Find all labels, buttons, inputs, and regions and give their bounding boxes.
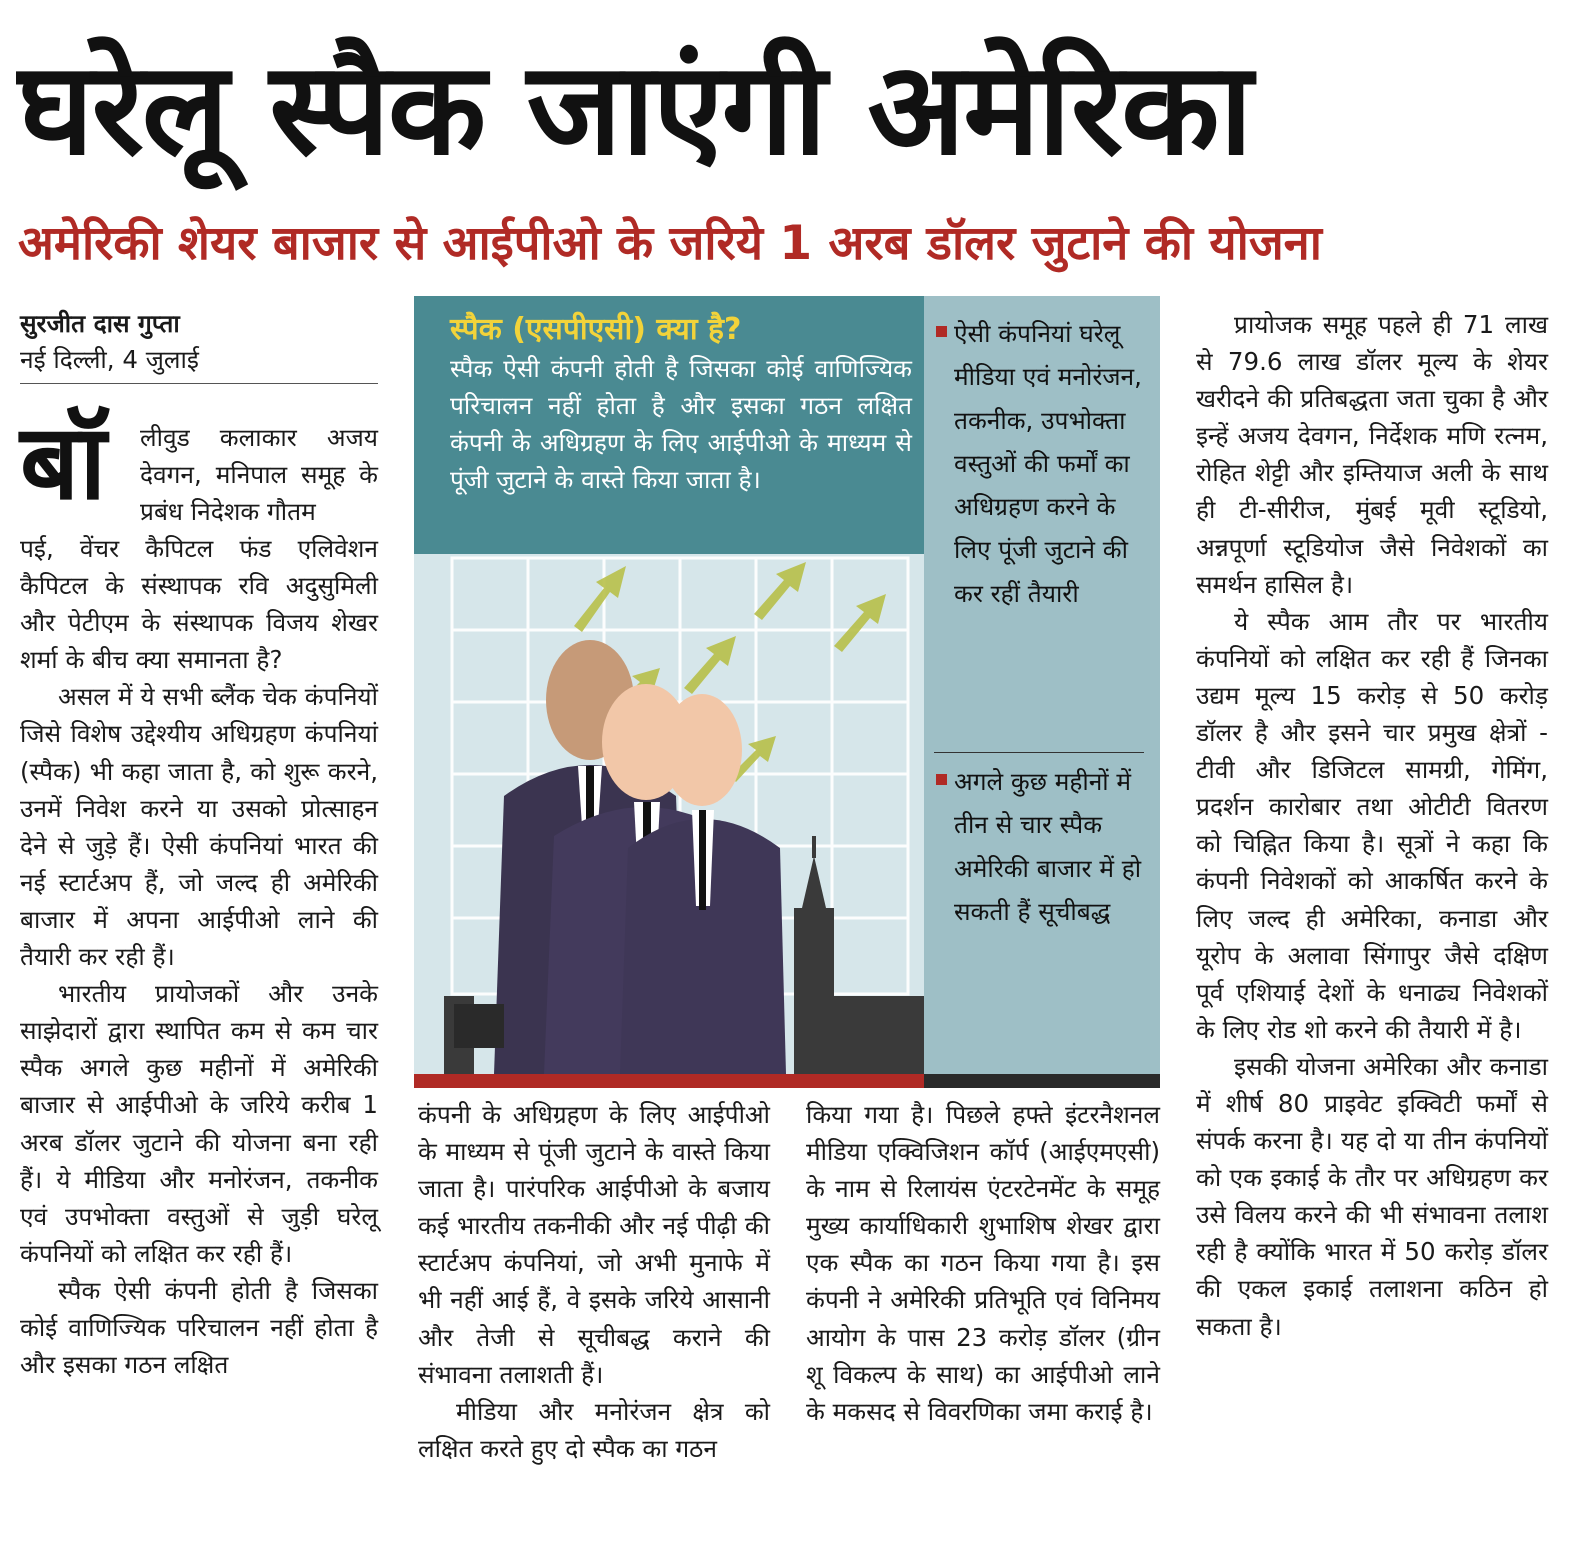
bullet-square-icon (936, 774, 947, 785)
article-column-4 (1196, 306, 1548, 1345)
highlight-bullet-2 (936, 760, 1150, 933)
article-paragraph: ये स्पैक आम तौर पर भारतीय कंपनियों को लक्षित कर रही हैं जिनका उद्यम मूल्य 15 करोड़ से 50 करोड़ डॉलर है और इसने चार प्रमुख क्षेत्रों - टीवी और डिजिटल सामग्री, गेमिंग, प्रदर्शन कारोबार तथा ओटीटी वितरण को चिह्नित किया है। सूत्रों ने कहा कि कंपनी निवेशकों को आकर्षित करने के लिए जल्द ही अमेरिका, कनाडा और यूरोप के अलावा सिंगापुर जैसे दक्षिण पूर्व एशियाई देशों के धनाढ्य निवेशकों के लिए रोड शो करने की तैयारी में है। (1196, 606, 1548, 1044)
article-column-2 (418, 1096, 770, 1467)
article-paragraph: कंपनी के अधिग्रहण के लिए आईपीओ के माध्यम से पूंजी जुटाने के वास्ते किया जाता है। पारंपरिक आईपीओ के बजाय कई भारतीय तकनीकी और नई पीढ़ी की स्टार्टअप कंपनियां, जो अभी मुनाफे में भी नहीं आई हैं, वे इसके जरिये आसानी और तेजी से सूचीबद्ध कराने की संभावना तलाशती हैं। (418, 1100, 770, 1389)
article-paragraph: भारतीय प्रायोजकों और उनके साझेदारों द्वारा स्थापित कम से कम चार स्पैक अगले कुछ महीनों में अमेरिकी बाजार से आईपीओ के जरिये करीब 1 अरब डॉलर जुटाने की योजना बना रही हैं। ये मीडिया और मनोरंजन, तकनीक एवं उपभोक्ता वस्तुओं से जुड़ी घरेलू कंपनियों को लक्षित कर रही हैं। (20, 979, 378, 1268)
side-panel-divider (934, 752, 1144, 753)
bullet-square-icon (936, 326, 947, 337)
byline-author: सुरजीत दास गुप्ता (20, 309, 180, 338)
infographic-red-bar (414, 1074, 924, 1088)
byline-divider (20, 383, 378, 384)
spac-definition-body: स्पैक ऐसी कंपनी होती है जिसका कोई वाणिज्यिक परिचालन नहीं होता है और इसका गठन लक्षित कंपनी के अधिग्रहण के लिए आईपीओ के माध्यम से पूंजी जुटाने के वास्ते किया जाता है। (450, 354, 912, 494)
article-column-3 (806, 1096, 1160, 1430)
highlight-bullet-text: ऐसी कंपनियां घरेलू मीडिया एवं मनोरंजन, तकनीक, उपभोक्ता वस्तुओं की फर्मों का अधिग्रहण करने के लिए पूंजी जुटाने की कर रहीं तैयारी (954, 319, 1142, 608)
spac-definition-box (414, 296, 924, 554)
drop-cap: बॉ (20, 401, 107, 523)
byline-dateline: नई दिल्ली, 4 जुलाई (20, 345, 199, 374)
article-paragraph: प्रायोजक समूह पहले ही 71 लाख से 79.6 लाख डॉलर मूल्य के शेयर खरीदने की प्रतिबद्धता जता चुका है और इन्हें अजय देवगन, निर्देशक मणि रत्नम, रोहित शेट्टी और इम्तियाज अली के साथ ही टी-सीरीज, मुंबई मूवी स्टूडियो, अन्नपूर्णा स्टूडियोज जैसे निवेशकों का समर्थन हासिल है। (1196, 310, 1548, 599)
lead-paragraph: लीवुड कलाकार अजय देवगन, मनिपाल समूह के प्रबंध निदेशक गौतम (140, 423, 378, 527)
article-paragraph: स्पैक ऐसी कंपनी होती है जिसका कोई वाणिज्यिक परिचालन नहीं होता है और इसका गठन लक्षित (20, 1275, 378, 1380)
highlight-bullet-1 (936, 312, 1150, 615)
article-column-1 (20, 530, 378, 1383)
headline: घरेलू स्पैक जाएंगी अमेरिका (18, 35, 1251, 184)
byline (20, 306, 378, 378)
article-paragraph: पई, वेंचर कैपिटल फंड एलिवेशन कैपिटल के संस्थापक रवि अदुसुमिली और पेटीएम के संस्थापक विजय शेखर शर्मा के बीच क्या समानता है? (20, 534, 378, 675)
spac-definition-title: स्पैक (एसपीएसी) क्या है? (450, 312, 742, 347)
article-paragraph: असल में ये सभी ब्लैंक चेक कंपनियों जिसे विशेष उद्देश्यीय अधिग्रहण कंपनियां (स्पैक) भी कहा जाता है, को शुरू करने, उनमें निवेश करने या उसको प्रोत्साहन देने से जुड़े हैं। ऐसी कंपनियां भारत की नई स्टार्टअप हैं, जो जल्द ही अमेरिकी बाजार में अपना आईपीओ लाने की तैयारी कर रही हैं। (20, 682, 378, 972)
article-paragraph: मीडिया और मनोरंजन क्षेत्र को लक्षित करते हुए दो स्पैक का गठन (418, 1396, 770, 1463)
highlight-bullet-text: अगले कुछ महीनों में तीन से चार स्पैक अमेरिकी बाजार में हो सकती हैं सूचीबद्ध (954, 767, 1142, 926)
article-paragraph: इसकी योजना अमेरिका और कनाडा में शीर्ष 80 प्राइवेट इक्विटी फर्मों से संपर्क करना है। यह दो या तीन कंपनियों को एक इकाई के तौर पर अधिग्रहण कर उसे विलय करने की भी संभावना तलाश रही है क्योंकि भारत में 50 करोड़ डॉलर की एकल इकाई तलाशना कठिन हो सकता है। (1196, 1051, 1548, 1341)
article-lead (140, 419, 378, 530)
spac-infographic (414, 296, 1160, 1088)
subheadline: अमेरिकी शेयर बाजार से आईपीओ के जरिये 1 अरब डॉलर जुटाने की योजना (18, 216, 1322, 271)
infographic-dark-bar (924, 1074, 1160, 1088)
article-paragraph: किया गया है। पिछले हफ्ते इंटरनैशनल मीडिया एक्विजिशन कॉर्प (आईएमएसी) के नाम से रिलायंस एंटरटेनमेंट के समूह मुख्य कार्याधिकारी शुभाशिष शेखर द्वारा एक स्पैक का गठन किया गया है। इस कंपनी ने अमेरिकी प्रतिभूति एवं विनिमय आयोग के पास 23 करोड़ डॉलर (ग्रीन शू विकल्प के साथ) का आईपीओ लाने के मकसद से विवरणिका जमा कराई है। (806, 1100, 1160, 1426)
